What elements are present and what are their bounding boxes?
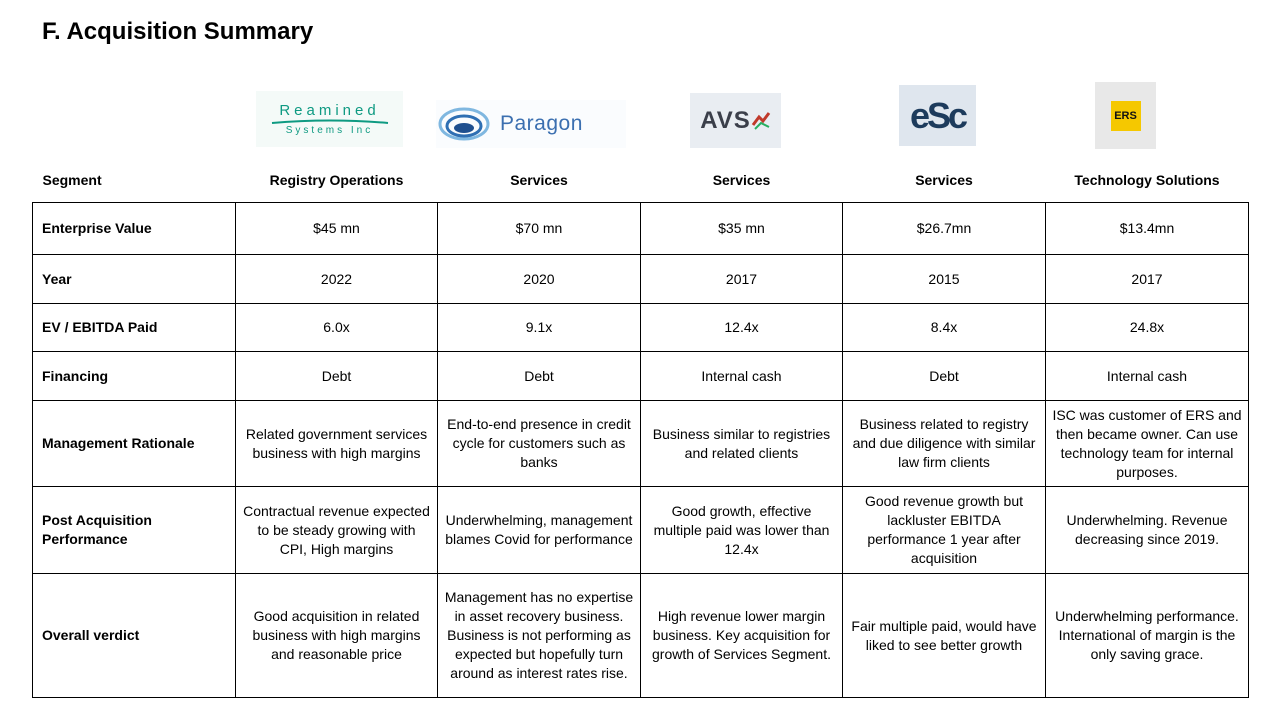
row-label: Financing: [33, 352, 236, 401]
table-cell: Underwhelming, management blames Covid for performance: [438, 487, 641, 574]
segment-cell: Registry Operations: [269, 171, 404, 188]
paragon-logo-name: Paragon: [500, 112, 583, 135]
table-cell: Good acquisition in related business with high margins and reasonable price: [236, 574, 438, 698]
reamined-logo-name: Reamined: [279, 101, 380, 119]
table-cell: Debt: [843, 352, 1046, 401]
segment-header-row: [33, 158, 1249, 203]
table-cell: 2022: [236, 255, 438, 304]
table-cell: Underwhelming performance. International of margin is the only saving grace.: [1046, 574, 1249, 698]
table-cell: $45 mn: [236, 203, 438, 255]
table-cell: $26.7mn: [843, 203, 1046, 255]
segment-cell: Technology Solutions: [1074, 171, 1220, 188]
reamined-logo: [256, 91, 403, 147]
table-cell: Debt: [438, 352, 641, 401]
table-cell: Internal cash: [641, 352, 843, 401]
avs-logo-name: AVS: [700, 106, 751, 134]
table-cell: $70 mn: [438, 203, 641, 255]
table-cell: 2015: [843, 255, 1046, 304]
table-cell: Internal cash: [1046, 352, 1249, 401]
table-cell: 8.4x: [843, 304, 1046, 352]
table-cell: High revenue lower margin business. Key acquisition for growth of Services Segment.: [641, 574, 843, 698]
table-cell: $35 mn: [641, 203, 843, 255]
table-cell: 9.1x: [438, 304, 641, 352]
row-label: EV / EBITDA Paid: [33, 304, 236, 352]
table-cell: 12.4x: [641, 304, 843, 352]
table-cell: Contractual revenue expected to be steady growing with CPI, High margins: [236, 487, 438, 574]
table-cell: ISC was customer of ERS and then became owner. Can use technology team for internal purposes.: [1046, 401, 1249, 487]
table-cell: 2017: [1046, 255, 1249, 304]
table-cell: 6.0x: [236, 304, 438, 352]
paragon-swirl-icon: [436, 104, 492, 144]
table-cell: Good revenue growth but lackluster EBITDA performance 1 year after acquisition: [843, 487, 1046, 574]
table-cell: 2020: [438, 255, 641, 304]
table-cell: Related government services business with high margins: [236, 401, 438, 487]
segment-cell: Services: [510, 171, 568, 188]
table-cell: Debt: [236, 352, 438, 401]
row-label: Overall verdict: [33, 574, 236, 698]
row-label: Enterprise Value: [33, 203, 236, 255]
ers-logo-mark: [1111, 101, 1141, 131]
ers-logo: [1095, 82, 1156, 149]
row-label: Year: [33, 255, 236, 304]
avs-logo: [690, 93, 781, 148]
acquisition-table: [32, 158, 1249, 698]
table-cell: $13.4mn: [1046, 203, 1249, 255]
row-label: Management Rationale: [33, 401, 236, 487]
enterprise-value-row: [33, 203, 1249, 255]
table-cell: End-to-end presence in credit cycle for customers such as banks: [438, 401, 641, 487]
esc-logo: [899, 85, 976, 146]
table-cell: Management has no expertise in asset recovery business. Business is not performing as expected but hopefully turn around as interest rates rise.: [438, 574, 641, 698]
avs-arrow-icon: [751, 111, 771, 131]
management-rationale-row: [33, 401, 1249, 487]
table-cell: Business related to registry and due diligence with similar law firm clients: [843, 401, 1046, 487]
year-row: [33, 255, 1249, 304]
esc-logo-name: eSc: [909, 94, 966, 136]
segment-label: Segment: [42, 171, 102, 188]
segment-cell: Services: [915, 171, 973, 188]
row-label: Post Acquisition Performance: [33, 487, 236, 574]
financing-row: [33, 352, 1249, 401]
segment-cell: Services: [712, 171, 771, 188]
table-cell: Fair multiple paid, would have liked to see better growth: [843, 574, 1046, 698]
table-cell: Underwhelming. Revenue decreasing since 2019.: [1046, 487, 1249, 574]
reamined-logo-subtitle: Systems Inc: [285, 124, 374, 136]
table-cell: 2017: [641, 255, 843, 304]
table-cell: Good growth, effective multiple paid was lower than 12.4x: [641, 487, 843, 574]
table-cell: Business similar to registries and related clients: [641, 401, 843, 487]
ers-logo-name: ERS: [1114, 109, 1137, 122]
overall-verdict-row: [33, 574, 1249, 698]
page-title: F. Acquisition Summary: [42, 18, 314, 45]
post-acquisition-row: [33, 487, 1249, 574]
paragon-logo: [436, 100, 626, 148]
table-cell: 24.8x: [1046, 304, 1249, 352]
ev-ebitda-row: [33, 304, 1249, 352]
